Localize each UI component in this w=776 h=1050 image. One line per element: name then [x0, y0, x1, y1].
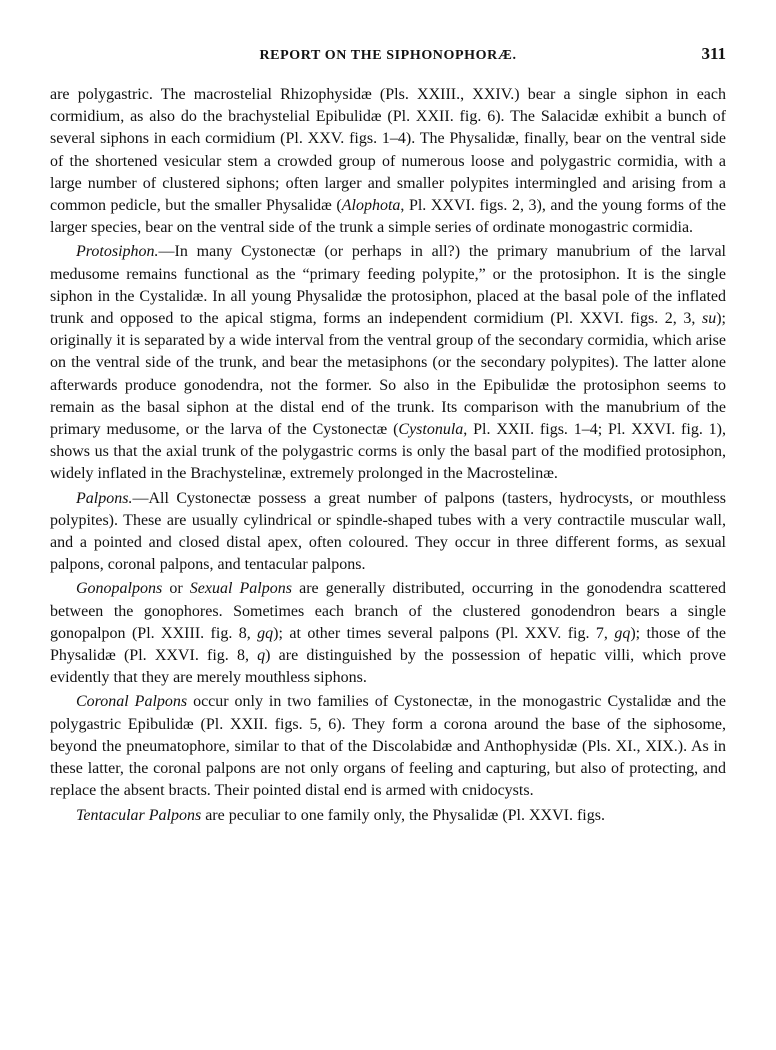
figure-label: gq [614, 624, 631, 642]
paragraph-heading: Gonopalpons [76, 580, 163, 598]
paragraph-continuation [50, 84, 726, 239]
paragraph-gonopalpons [50, 578, 726, 689]
text-segment: or [162, 580, 190, 598]
text-segment: ); at other times several palpons (Pl. XXV. fig. 7, [273, 624, 615, 642]
paragraph-coronal-palpons [50, 691, 726, 802]
genus-name: Alophota [341, 197, 401, 215]
paragraph-heading: Coronal Palpons [76, 693, 188, 711]
genus-name: Cystonula [398, 421, 464, 439]
paragraph-protosiphon [50, 241, 726, 485]
text-segment: are peculiar to one family only, the Physalidæ (Pl. XXVI. figs. [201, 806, 605, 824]
text-segment: , Pl. XXII. figs. 1–4; Pl. XXVI. fig. 1), shows us that the axial trunk of the polygastric corms is only the basal part of the modified protosiphon, widely inflated in the Brachystelinæ, extremely prolonged in the Macrostelinæ. [50, 421, 726, 483]
text-segment: ); originally it is separated by a wide interval from the ventral group of the secondary cormidia, which arise on the ventral side of the trunk, and bear the metasiphons (or the secondary polypites). The latter alone afterwards produce gonodendra, not the former. So also in the Epibulidæ the protosiphon seems to remain as the basal siphon at the distal end of the trunk. Its comparison with the manubrium of the primary medusome, or the larva of the Cystonectæ ( [50, 310, 726, 439]
text-segment: —In many Cystonectæ (or perhaps in all?) the primary manubrium of the larval medusome remains functional as the “primary feeding polypite,” or the protosiphon. It is the single siphon in the Cystalidæ. In all young Physalidæ the protosiphon, placed at the basal pole of the inflated trunk and opposed to the apical stigma, forms an independent cormidium (Pl. XXVI. figs. 2, 3, [50, 243, 726, 328]
italic-term: Sexual Palpons [189, 580, 292, 598]
figure-label: q [257, 647, 266, 665]
text-segment: —All Cystonectæ possess a great number of palpons (tasters, hydrocysts, or mouthless polypites). These are usually cylindrical or spindle-shaped tubes with a very contractile muscular wall, and a pointed and closed distal apex, often coloured. They occur in three different forms, as sexual palpons, coronal palpons, and tentacular palpons. [50, 489, 726, 574]
figure-label: su [701, 310, 717, 328]
figure-label: gq [257, 624, 274, 642]
text-segment: ) are distinguished by the possession of hepatic villi, which prove evidently that they are merely mouthless siphons. [50, 647, 726, 687]
text-segment: are generally distributed, occurring in the gonodendra scattered between the gonophores. Sometimes each branch of the clustered gonodendron bears a single gonopalpon (Pl. XXIII. fig. 8, [50, 580, 727, 642]
text-segment: ); those of the Physalidæ (Pl. XXVI. fig. 8, [50, 624, 727, 665]
paragraph-heading: Palpons. [76, 489, 133, 507]
page-number: 311 [701, 44, 726, 63]
running-head: REPORT ON THE SIPHONOPHORÆ. [259, 48, 517, 63]
text-segment: occur only in two families of Cystonectæ, in the monogastric Cystalidæ and the polygastric Epibulidæ (Pl. XXII. figs. 5, 6). They form a corona around the base of the siphosome, beyond the pneumatophore, similar to that of the Discolabidæ and Anthophysidæ (Pls. XI., XIX.). As in these latter, the coronal palpons are not only organs of feeling and capturing, but also of protecting, and replace the absent bracts. Their pointed distal end is armed with cnidocysts. [50, 693, 726, 800]
paragraph-heading: Tentacular Palpons [76, 806, 202, 824]
paragraph-tentacular-palpons [50, 805, 726, 827]
text-segment: , Pl. XXVI. figs. 2, 3), and the young forms of the larger species, bear on the ventral side of the trunk a simple series of ordinate monogastric cormidia. [50, 197, 727, 237]
paragraph-heading: Protosiphon. [76, 243, 159, 261]
paragraph-palpons [50, 488, 726, 577]
body-text [50, 84, 726, 827]
page-header [50, 44, 726, 72]
text-segment: are polygastric. The macrostelial Rhizophysidæ (Pls. XXIII., XXIV.) bear a single siphon in each cormidium, as also do the brachystelial Epibulidæ (Pl. XXII. fig. 6). The Salacidæ exhibit a bunch of several siphons in each cormidium (Pl. XXV. figs. 1–4). The Physalidæ, finally, bear on the ventral side of the shortened vesicular stem a crowded group of numerous loose and polygastric cormidia, with a large number of clustered siphons; often larger and smaller polypites intermingled and arising from a common pedicle, but the smaller Physalidæ ( [50, 86, 726, 215]
